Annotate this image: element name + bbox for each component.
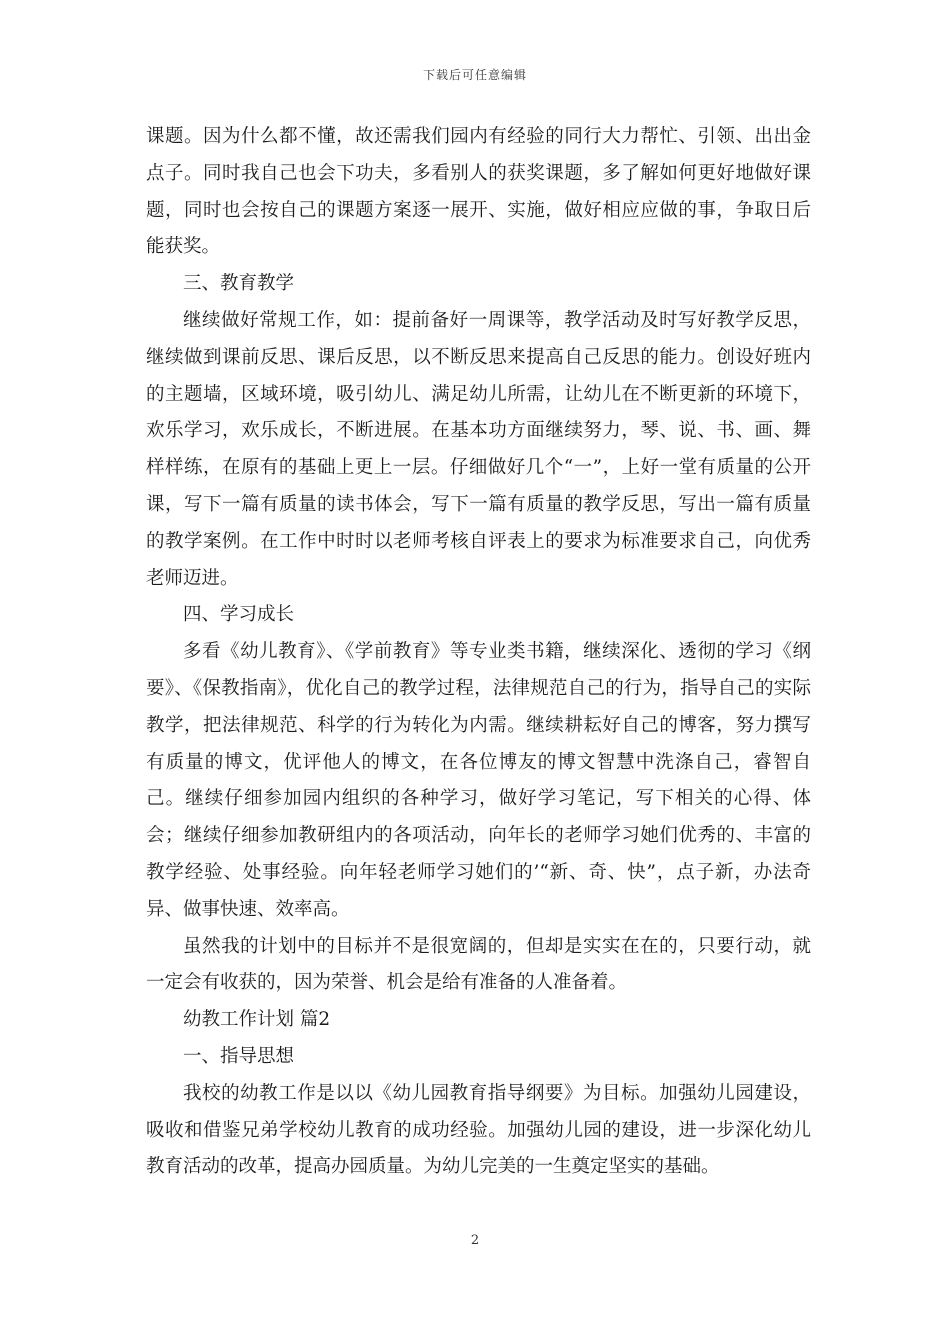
page-number: 2 [470, 1233, 480, 1248]
section-heading-guiding-thought: 一、指导思想 [183, 1045, 295, 1067]
section-heading-learning: 四、学习成长 [183, 604, 295, 626]
paragraph-guiding-thought: 我校的幼教工作是以以《幼儿园教育指导纲要》为目标。加强幼儿园建设，吸收和借鉴兄弟学校幼儿教育的成功经验。加强幼儿园的建设，进一步深化幼儿教育活动的改革，提高办园质量。为幼儿完美的一生奠定坚实的基础。 [146, 1082, 811, 1178]
page-header: 下载后可任意编辑 [422, 68, 527, 82]
plan-title: 幼教工作计划 篇2 [183, 1009, 331, 1031]
paragraph-conclusion: 虽然我的计划中的目标并不是很宽阔的，但却是实实在在的，只要行动，就一定会有收获的，因为荣誉、机会是给有准备的人准备着。 [146, 935, 811, 994]
paragraph-teaching: 继续做好常规工作，如：提前备好一周课等，教学活动及时写好教学反思，继续做到课前反思、课后反思，以不断反思来提高自己反思的能力。创设好班内的主题墙，区域环境，吸引幼儿、满足幼儿所需，让幼儿在不断更新的环境下，欢乐学习，欢乐成长，不断进展。在基本功方面继续努力，琴、说、书、画、舞样样练，在原有的基础上更上一层。仔细做好几个“一”，上好一堂有质量的公开课，写下一篇有质量的读书体会，写下一篇有质量的教学反思，写出一篇有质量的教学案例。在工作中时时以老师考核自评表上的要求为标准要求自己，向优秀老师迈进。 [146, 309, 811, 589]
paragraph-continuation: 课题。因为什么都不懂，故还需我们园内有经验的同行大力帮忙、引领、出出金点子。同时我自己也会下功夫，多看别人的获奖课题，多了解如何更好地做好课题，同时也会按自己的课题方案逐一展开、实施，做好相应应做的事，争取日后能获奖。 [146, 126, 811, 258]
section-heading-teaching: 三、教育教学 [183, 273, 295, 295]
paragraph-learning: 多看《幼儿教育》、《学前教育》等专业类书籍，继续深化、透彻的学习《纲要》、《保教指南》，优化自己的教学过程，法律规范自己的行为，指导自己的实际教学，把法律规范、科学的行为转化为内需。继续耕耘好自己的博客，努力撰写有质量的博文，优评他人的博文，在各位博友的博文智慧中洗涤自己，睿智自己。继续仔细参加园内组织的各种学习，做好学习笔记，写下相关的心得、体会；继续仔细参加教研组内的各项活动，向年长的老师学习她们优秀的、丰富的教学经验、处事经验。向年轻老师学习她们的’“新、奇、快”，点子新，办法奇异、做事快速、效率高。 [146, 641, 811, 920]
document-body [146, 119, 811, 1186]
